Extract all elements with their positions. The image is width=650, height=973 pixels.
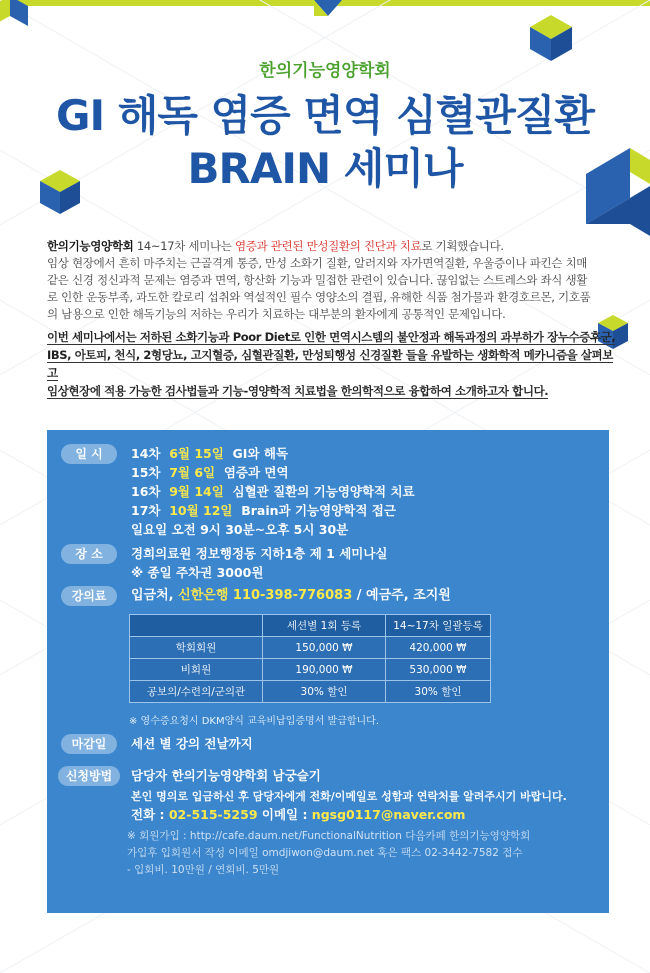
- membership-line: - 입회비. 10만원 / 연회비. 5만원: [127, 864, 280, 876]
- fee-label: 강의료: [61, 586, 117, 606]
- fee-table: [129, 614, 491, 703]
- membership-info: [127, 828, 530, 879]
- intro-highlight: 염증과 관련된 만성질환의 진단과 치료: [235, 239, 422, 253]
- intro-line: 임상 현장에서 흔히 마주치는 근골격계 통증, 만성 소화기 질환, 알러지와 자가면역질환, 우울증이나 파킨슨 치매: [47, 256, 588, 270]
- intro-text: 로 기획했습니다.: [421, 239, 504, 253]
- page-title: GI 해독 염증 면역 심혈관질환: [56, 91, 594, 140]
- place-address: 경희의료원 정보행정동 지하1층 제 1 세미나실: [131, 546, 388, 561]
- table-row: 공보의/수련의/군의관 30% 할인 30% 할인: [130, 681, 491, 703]
- page-subtitle: BRAIN 세미나: [187, 144, 463, 193]
- table-row: 비회원 190,000 ₩ 530,000 ₩: [130, 659, 491, 681]
- apply-label: 신청방법: [58, 766, 120, 786]
- place-label: 장 소: [61, 544, 117, 564]
- hexagon-cube-icon: [314, 0, 342, 18]
- fee-table-header: 14~17차 일괄등록: [386, 615, 491, 637]
- intro-line: 의 남용으로 인한 해독기능의 저하는 우리가 치료하는 대부분의 환자에게 공통적인 문제입니다.: [47, 307, 506, 321]
- schedule-time: 일요일 오전 9시 30분~오후 5시 30분: [131, 522, 349, 537]
- schedule-item: 17차 10월 12일 Brain과 기능영양학적 접근: [131, 503, 396, 518]
- intro-line: 로 인한 운동부족, 과도한 칼로리 섭취와 역설적인 필수 영양소의 결핍, 유해한 식품 첨가물과 환경호르몬, 기호품: [47, 290, 591, 304]
- seminar-description: [47, 328, 622, 400]
- intro-paragraph: [47, 238, 607, 323]
- membership-line: 가입후 입회원서 작성 이메일 omdjiwon@daum.net 혹은 팩스 02-3442-7582 접수: [127, 847, 523, 859]
- contact-person: 담당자 한의기능영양학회 남궁슬기: [131, 768, 321, 783]
- organization-name: 한의기능영양학회: [259, 61, 391, 81]
- contact-phone: 02-515-5259: [168, 807, 258, 822]
- hexagon-cube-icon: [530, 15, 572, 61]
- fee-table-header: [130, 615, 263, 637]
- membership-line: ※ 회원가입 : http://cafe.daum.net/FunctionalNutrition 다음카페 한의기능영양학회: [127, 830, 531, 842]
- info-panel: [47, 430, 609, 913]
- place-info: [131, 544, 388, 582]
- apply-instructions: 본인 명의로 입금하신 후 담당자에게 전화/이메일로 성함과 연락처를 알려주시기 바랍니다.: [131, 790, 567, 803]
- description-line: IBS, 아토피, 천식, 2형당뇨, 고지혈증, 심혈관질환, 만성퇴행성 신경질환 들을 유발하는 생화학적 메카니즘을 살펴보고: [47, 348, 613, 380]
- receipt-note: ※ 영수증요청시 DKM양식 교육비납입증명서 발급합니다.: [129, 716, 380, 727]
- apply-contact: [131, 766, 321, 785]
- intro-org-name: 한의기능영양학회: [47, 239, 134, 253]
- parking-note: ※ 종일 주차권 3000원: [131, 565, 264, 580]
- date-label: 일 시: [61, 444, 117, 464]
- bank-account: 신한은행 110-398-776083: [178, 588, 353, 603]
- description-line: 임상현장에 적용 가능한 검사법들과 기능-영양학적 치료법을 한의학적으로 융합하여 소개하고자 합니다.: [47, 384, 549, 398]
- schedule-list: [131, 444, 415, 539]
- fee-table-header: 세션별 1회 등록: [263, 615, 386, 637]
- schedule-item: 16차 9월 14일 심혈관 질환의 기능영양학적 치료: [131, 484, 415, 499]
- fee-account: 입금처, 신한은행 110-398-776083 / 예금주, 조지원: [131, 588, 451, 603]
- schedule-item: 15차 7월 6일 염증과 면역: [131, 465, 289, 480]
- deadline-label: 마감일: [61, 734, 117, 754]
- hexagon-cube-icon: [0, 0, 28, 26]
- description-line: 이번 세미나에서는 저하된 소화기능과 Poor Diet로 인한 면역시스템의 불안정과 해독과정의 과부하가 장누수증후군,: [47, 330, 616, 344]
- table-row: 학회회원 150,000 ₩ 420,000 ₩: [130, 637, 491, 659]
- contact-email: ngsg0117@naver.com: [311, 807, 466, 822]
- contact-line: 전화 : 02-515-5259 이메일 : ngsg0117@naver.com: [131, 807, 466, 822]
- intro-text: 14~17차 세미나는: [133, 239, 235, 253]
- schedule-item: 14차 6월 15일 GI와 해독: [131, 446, 289, 461]
- intro-line: 같은 신경 정신과적 문제는 염증과 면역, 항산화 기능과 밀접한 관련이 있습니다. 끊임없는 스트레스와 좌식 생활: [47, 273, 588, 287]
- deadline-text: 세션 별 강의 전날까지: [131, 736, 253, 751]
